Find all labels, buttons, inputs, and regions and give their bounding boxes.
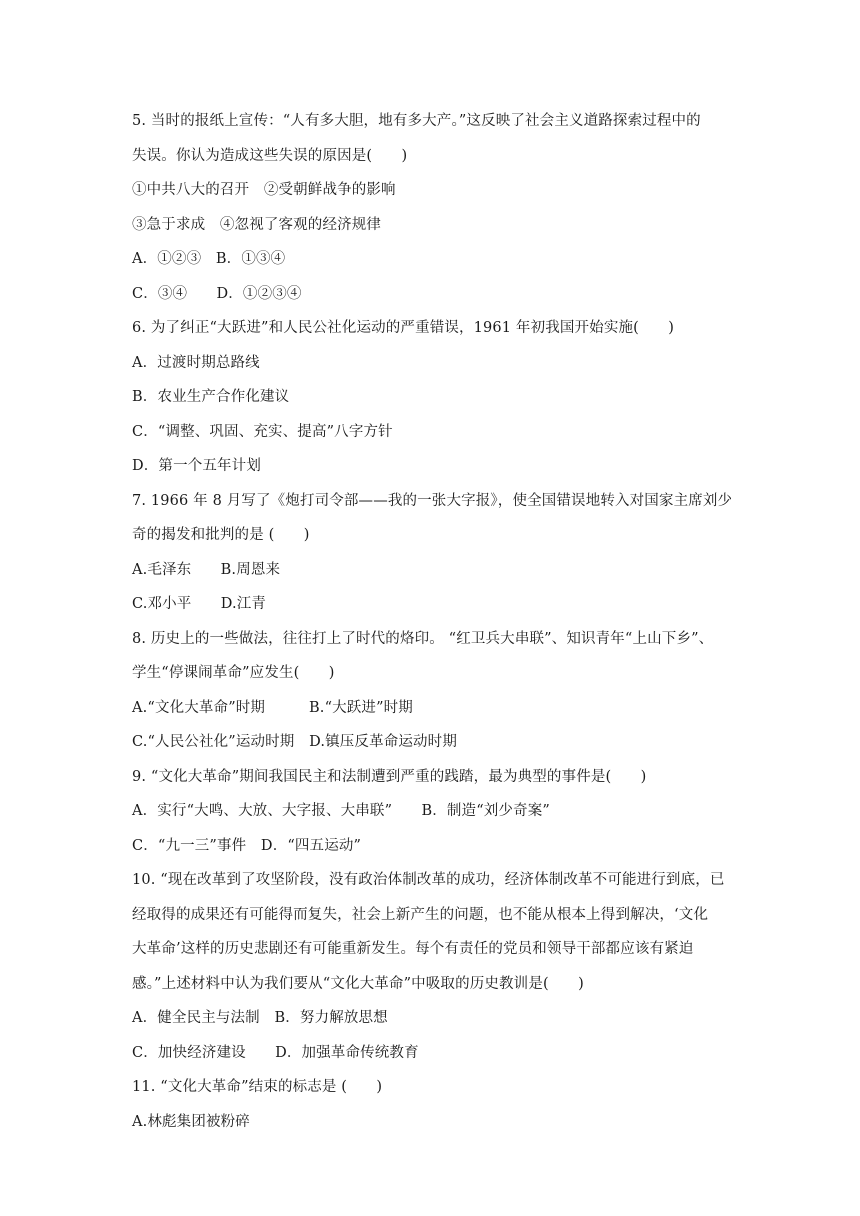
text-line: C．“九一三”事件 D．“四五运动” <box>132 837 362 854</box>
text-line: 5. 当时的报纸上宣传：“人有多大胆，地有多大产。”这反映了社会主义道路探索过程中的 <box>132 113 701 129</box>
text-line: 11. “文化大革命”结束的标志是 ( ) <box>132 1079 383 1095</box>
text-line: C.邓小平 D.江青 <box>132 596 267 612</box>
text-line: 8. 历史上的一些做法，往往打上了时代的烙印。 “红卫兵大串联”、知识青年“上山下乡”、 <box>132 630 714 647</box>
text-line: 学生“停课闹革命”应发生( ) <box>132 665 335 681</box>
text-line: C.“人民公社化”运动时期 D.镇压反革命运动时期 <box>132 734 457 750</box>
text-line: 9. “文化大革命”期间我国民主和法制遭到严重的践踏，最为典型的事件是( ) <box>132 768 647 785</box>
text-line: 奇的揭发和批判的是 ( ) <box>132 527 310 543</box>
text-line: D．第一个五年计划 <box>132 458 261 474</box>
text-line: 感。”上述材料中认为我们要从“文化大革命”中吸取的历史教训是( ) <box>132 975 584 992</box>
text-line: 经取得的成果还有可能得而复失，社会上新产生的问题，也不能从根本上得到解决，‘文化 <box>132 906 709 923</box>
text-line: C．③④ D．①②③④ <box>132 285 302 302</box>
text-line: A．过渡时期总路线 <box>132 354 260 371</box>
text-line: A.林彪集团被粉碎 <box>132 1113 250 1130</box>
text-line: 7. 1966 年 8 月写了《炮打司令部——我的一张大字报》，使全国错误地转入对国家主席刘少 <box>132 492 733 509</box>
text-line: 失误。你认为造成这些失误的原因是( ) <box>132 147 408 164</box>
text-line: A．健全民主与法制 B．努力解放思想 <box>132 1010 388 1026</box>
document-page <box>132 104 732 1139</box>
text-line: A.毛泽东 B.周恩来 <box>132 561 281 578</box>
text-line: ③急于求成 ④忽视了客观的经济规律 <box>132 216 382 233</box>
text-line: A．实行“大鸣、大放、大字报、大串联” B．制造“刘少奇案” <box>132 803 550 819</box>
text-line: C．加快经济建设 D．加强革命传统教育 <box>132 1044 419 1061</box>
text-line: B．农业生产合作化建议 <box>132 389 290 405</box>
text-line: ①中共八大的召开 ②受朝鲜战争的影响 <box>132 182 396 198</box>
text-line: 10. “现在改革到了攻坚阶段，没有政治体制改革的成功，经济体制改革不可能进行到底，已 <box>132 872 725 888</box>
text-line: 6. 为了纠正“大跃进”和人民公社化运动的严重错误，1961 年初我国开始实施( ) <box>132 320 675 336</box>
text-line: A．①②③ B．①③④ <box>132 251 286 267</box>
text-line: A.“文化大革命”时期 B.“大跃进”时期 <box>132 699 413 716</box>
text-line: 大革命’这样的历史悲剧还有可能重新发生。每个有责任的党员和领导干部都应该有紧迫 <box>132 941 694 957</box>
text-line: C．“调整、巩固、充实、提高”八字方针 <box>132 423 393 440</box>
